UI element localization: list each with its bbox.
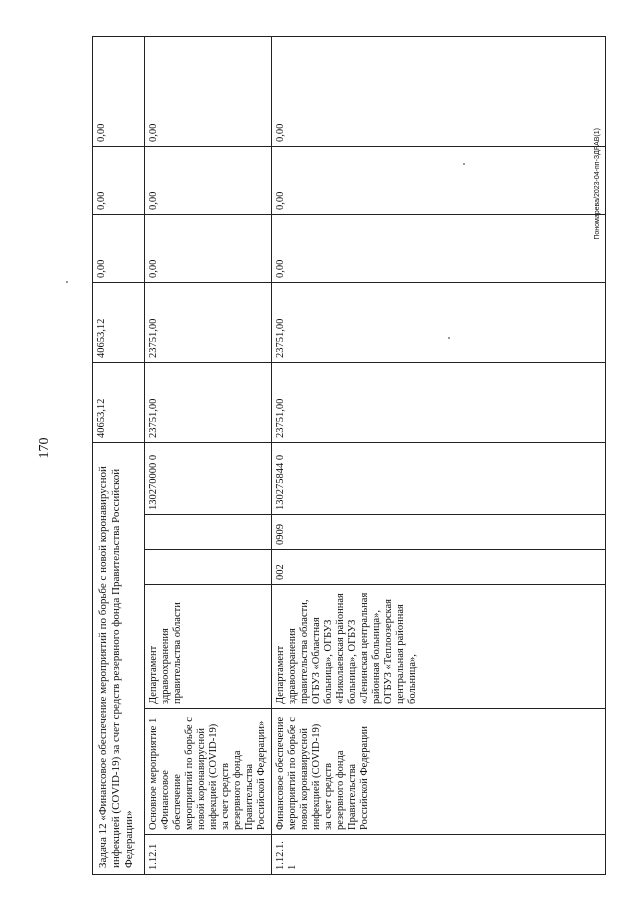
- row-name: Финансовое обеспечение мероприятий по борьбе с новой коронавирусной инфекцией (COVID-19) за счет средств резервного фонда Правительства Российской Федерации: [272, 709, 606, 835]
- task-value-3: 0,00: [93, 214, 145, 282]
- task-value-4: 0,00: [93, 146, 145, 214]
- row-value-5: 0,00: [272, 36, 606, 146]
- row-value-3: 0,00: [272, 214, 606, 282]
- row-executor: Департамент здравоохранения правительства области, ОГБУЗ «Областная больница», ОГБУЗ «Николаевская районная больница», ОГБУЗ «Ленинская центральная районная больница», ОГБУЗ «Теплоозерская центральная районная больница»,: [272, 585, 606, 709]
- row-grbs: 002: [272, 550, 606, 585]
- row-value-4: 0,00: [272, 146, 606, 214]
- row-executor: Департамент здравоохранения правительства области: [145, 585, 272, 709]
- task-value-5: 0,00: [93, 36, 145, 146]
- row-grbs: [145, 550, 272, 585]
- row-csr: 130270000 0: [145, 442, 272, 514]
- page-number: 170: [37, 437, 52, 459]
- scan-speck: [66, 281, 68, 283]
- task-value-2: 40653,12: [93, 282, 145, 362]
- row-value-3: 0,00: [145, 214, 272, 282]
- row-value-2: 23751,00: [272, 282, 606, 362]
- task-title: Задача 12 «Финансовое обеспечение мероприятий по борьбе с новой коронавирусной инфекцией (COVID-19) за счет средств резервного фонда Правительства Российской Федерации»: [93, 442, 145, 874]
- budget-table: [92, 36, 606, 875]
- row-rzpr: 0909: [272, 515, 606, 550]
- row-value-4: 0,00: [145, 146, 272, 214]
- row-index: 1.12.1: [145, 835, 272, 875]
- row-value-1: 23751,00: [272, 362, 606, 442]
- row-value-5: 0,00: [145, 36, 272, 146]
- row-rzpr: [145, 515, 272, 550]
- row-name: Основное мероприятие 1 «Финансовое обеспечение мероприятий по борьбе с новой коронавирусной инфекцией (COVID-19) за счет средств резервного фонда Правительства Российской Федерации»: [145, 709, 272, 835]
- rotated-table-container: [92, 37, 606, 875]
- row-value-1: 23751,00: [145, 362, 272, 442]
- row-value-2: 23751,00: [145, 282, 272, 362]
- task-value-1: 40653,12: [93, 362, 145, 442]
- row-csr: 130275844 0: [272, 442, 606, 514]
- row-index: 1.12.1.1: [272, 835, 606, 875]
